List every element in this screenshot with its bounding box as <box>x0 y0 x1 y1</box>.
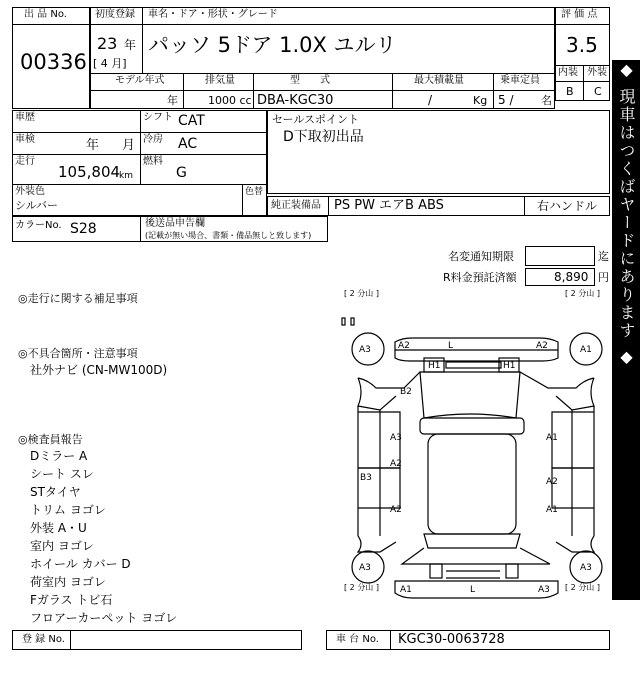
capacity-unit: 名 <box>541 94 552 107</box>
displacement-label: 排気量 <box>205 75 235 86</box>
tire-tread-rl: [ 2 分山 ] <box>344 583 379 592</box>
front-bumper <box>395 338 558 350</box>
sales-point-value: D下取初出品 <box>283 129 364 145</box>
inspector-item: Dミラー A <box>30 449 88 463</box>
shift-value: CAT <box>178 113 205 129</box>
location-banner-text: ◆ 現車はつくばヤードにあります ◆ <box>617 60 636 369</box>
shift-label: シフト <box>143 112 173 123</box>
mark-rear-bumper-right: A3 <box>538 585 550 595</box>
recycle-label: R料金預託済額 <box>443 271 517 284</box>
inspector-item: トリム ヨゴレ <box>30 503 106 517</box>
defect-item: 社外ナビ (CN-MW100D) <box>30 363 168 377</box>
mark-bonnet: B2 <box>400 387 412 397</box>
inspector-heading: ◎検査員報告 <box>18 433 83 446</box>
front-door-right <box>552 412 594 468</box>
name-change-unit: 迄 <box>598 250 609 263</box>
taillight-left <box>430 564 442 578</box>
model-year-unit: 年 <box>167 94 178 107</box>
mark-front-door-left: A3 <box>390 433 402 443</box>
mark-front-bumper-left: A2 <box>398 341 410 351</box>
color-number-value: S28 <box>70 221 97 237</box>
interior-label: 内装 <box>558 67 578 78</box>
taillight-right <box>506 564 518 578</box>
mark-right-side: A2 <box>546 477 558 487</box>
mark-left-side: B3 <box>360 473 372 483</box>
mark-front-left-wheel: A3 <box>359 345 371 355</box>
name-change-label: 名変通知期限 <box>448 250 514 263</box>
bonnet <box>420 372 520 418</box>
displacement-value: 1000 cc <box>208 94 252 107</box>
inspector-item: 荷室内 ヨゴレ <box>30 575 106 589</box>
max-load-unit: Kg <box>473 94 488 107</box>
car-damage-diagram <box>340 288 612 628</box>
ac-value: AC <box>178 136 198 152</box>
driving-notes-heading: ◎走行に関する補足事項 <box>18 292 138 305</box>
model-year-label: モデル年式 <box>115 75 165 86</box>
inspection-year-unit: 年 <box>86 138 100 153</box>
type-label: 型 式 <box>290 75 330 86</box>
mark-rear-bumper-center: L <box>470 585 476 595</box>
rear-door-right <box>552 468 594 508</box>
overall-score: 3.5 <box>566 33 598 57</box>
registration-year-unit: 年 <box>124 38 137 52</box>
rear-bumper <box>395 581 558 598</box>
max-load-value: / <box>428 93 433 107</box>
interior-grade: B <box>566 85 574 98</box>
windscreen <box>420 418 524 434</box>
fuel-label: 燃料 <box>143 156 163 167</box>
mark-front-right-wheel: A1 <box>580 345 592 355</box>
rear-fender-left <box>358 536 396 552</box>
color-number-label: カラーNo. <box>15 220 62 231</box>
exterior-color-label: 外装色 <box>15 186 45 197</box>
mark-rear-door-right: A1 <box>546 505 558 515</box>
equipment-label: 純正装備品 <box>271 200 321 211</box>
mark-rear-door-left: A2 <box>390 459 402 469</box>
fuel-value: G <box>176 165 187 181</box>
sales-point-label: セールスポイント <box>272 113 360 126</box>
mark-front-bumper-right: A2 <box>536 341 548 351</box>
recycle-value: 8,890 <box>554 270 589 284</box>
history-label: 車歴 <box>15 112 35 123</box>
mark-front-door-right: A1 <box>546 433 558 443</box>
mark-headlight-right: H1 <box>503 361 516 371</box>
rear-fender-right <box>556 536 594 552</box>
recycle-unit: 円 <box>598 271 609 284</box>
body-right-side <box>572 406 594 536</box>
first-registration-label: 初度登録 <box>95 9 135 20</box>
mileage-unit: km <box>119 171 133 181</box>
inspector-item: ホイール カバー D <box>30 557 131 571</box>
inspector-item: フロアーカーペット ヨゴレ <box>30 611 178 625</box>
inspector-item: 室内 ヨゴレ <box>30 539 94 553</box>
chassis-number-value: KGC30-0063728 <box>398 632 505 647</box>
exterior-label: 外装 <box>587 67 607 78</box>
mileage-label: 走行 <box>15 156 35 167</box>
registration-month: [ 4 月] <box>93 57 127 70</box>
tire-tread-fr: [ 2 分山 ] <box>565 289 600 298</box>
color-change-label: 色替 <box>245 187 264 197</box>
capacity-value: 5 / <box>498 93 514 107</box>
registration-year: 23 <box>97 34 118 53</box>
inspector-item: シート スレ <box>30 467 94 481</box>
mark-rear-door-lower-left: A2 <box>390 505 402 515</box>
mark-headlight-left: H1 <box>428 361 441 371</box>
steering-value: 右ハンドル <box>537 199 598 213</box>
inspector-item: Fガラス トビ石 <box>30 593 113 607</box>
ac-label: 冷房 <box>143 134 163 145</box>
defects-heading: ◎不具合箇所・注意事項 <box>18 347 138 360</box>
lot-number: 00336 <box>20 50 87 74</box>
car-name-label: 車名・ドア・形状・グレード <box>148 9 278 20</box>
score-label: 評 価 点 <box>561 9 598 20</box>
tire-indicator-front-left <box>342 318 354 325</box>
equipment-value: PS PW エアB ABS <box>334 198 444 213</box>
inspector-item: 外装 A・U <box>30 521 87 535</box>
docs-note: (記載が無い場合、書類・備品無しと致します) <box>145 231 312 240</box>
max-load-label: 最大積載量 <box>414 75 464 86</box>
inspection-month-unit: 月 <box>122 138 136 153</box>
inspector-item: STタイヤ <box>30 485 81 499</box>
location-banner <box>612 60 640 600</box>
type-code: DBA-KGC30 <box>257 93 334 108</box>
tire-tread-rr: [ 2 分山 ] <box>565 583 600 592</box>
exterior-color-value: シルバー <box>15 199 58 212</box>
front-fender-right <box>520 372 594 410</box>
tailgate <box>402 548 550 564</box>
capacity-label: 乗車定員 <box>500 75 540 86</box>
inspection-label: 車検 <box>15 134 35 145</box>
mark-rear-left-wheel: A3 <box>359 563 371 573</box>
chassis-number-label: 車 台 No. <box>336 634 379 645</box>
registration-number-label: 登 録 No. <box>22 634 65 645</box>
lot-number-label: 出 品 No. <box>24 9 67 20</box>
mark-front-bumper-center: L <box>448 341 454 351</box>
rear-window <box>424 534 520 548</box>
docs-label: 後送品申告欄 <box>145 218 205 229</box>
name-change-box <box>525 246 595 266</box>
mark-rear-bumper-left: A1 <box>400 585 412 595</box>
car-name: パッソ 5ドア 1.0X ユルリ <box>148 33 397 57</box>
exterior-grade: C <box>594 85 602 98</box>
body-left-side <box>358 406 380 536</box>
tire-tread-fl: [ 2 分山 ] <box>344 289 379 298</box>
mark-rear-right-wheel: A3 <box>580 563 592 573</box>
mileage-value: 105,804 <box>58 163 121 181</box>
roof <box>428 434 516 534</box>
